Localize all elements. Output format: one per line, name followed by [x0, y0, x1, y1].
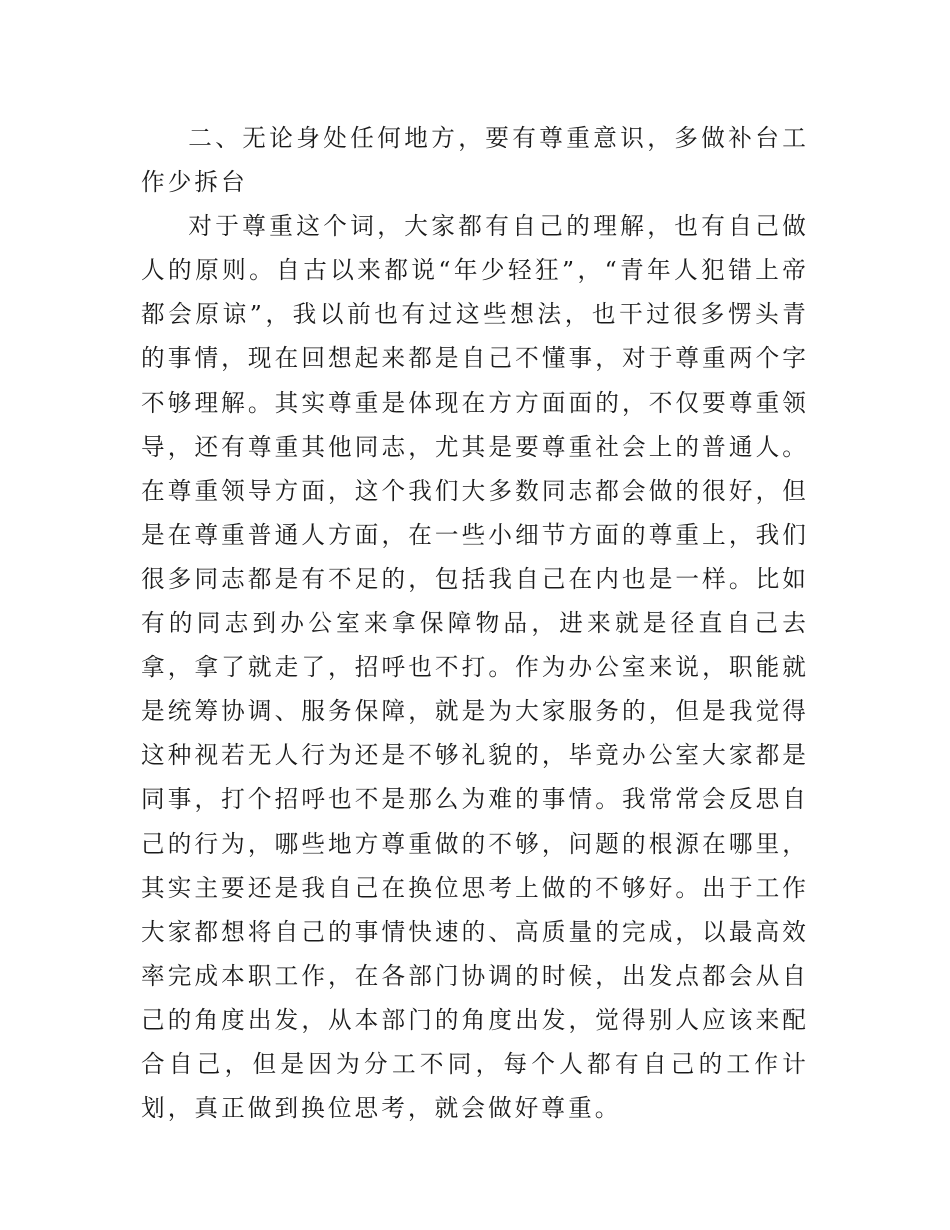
document-body [141, 116, 809, 1130]
section-heading: 二、无论身处任何地方，要有尊重意识，多做补台工作少拆台 [141, 124, 809, 197]
body-paragraph: 对于尊重这个词，大家都有自己的理解，也有自己做人的原则。自古以来都说“年少轻狂”，“青年人犯错上帝都会原谅”，我以前也有过这些想法，也干过很多愣头青的事情，现在回想起来都是自己不懂事，对于尊重两个字不够理解。其实尊重是体现在方方面面的，不仅要尊重领导，还有尊重其他同志，尤其是要尊重社会上的普通人。在尊重领导方面，这个我们大多数同志都会做的很好，但是在尊重普通人方面，在一些小细节方面的尊重上，我们很多同志都是有不足的，包括我自己在内也是一样。比如有的同志到办公室来拿保障物品，进来就是径直自己去拿，拿了就走了，招呼也不打。作为办公室来说，职能就是统筹协调、服务保障，就是为大家服务的，但是我觉得这种视若无人行为还是不够礼貌的，毕竟办公室大家都是同事，打个招呼也不是那么为难的事情。我常常会反思自己的行为，哪些地方尊重做的不够，问题的根源在哪里，其实主要还是我自己在换位思考上做的不够好。出于工作大家都想将自己的事情快速的、高质量的完成，以最高效率完成本职工作，在各部门协调的时候，出发点都会从自己的角度出发，从本部门的角度出发，觉得别人应该来配合自己，但是因为分工不同，每个人都有自己的工作计划，真正做到换位思考，就会做好尊重。 [141, 212, 809, 1123]
